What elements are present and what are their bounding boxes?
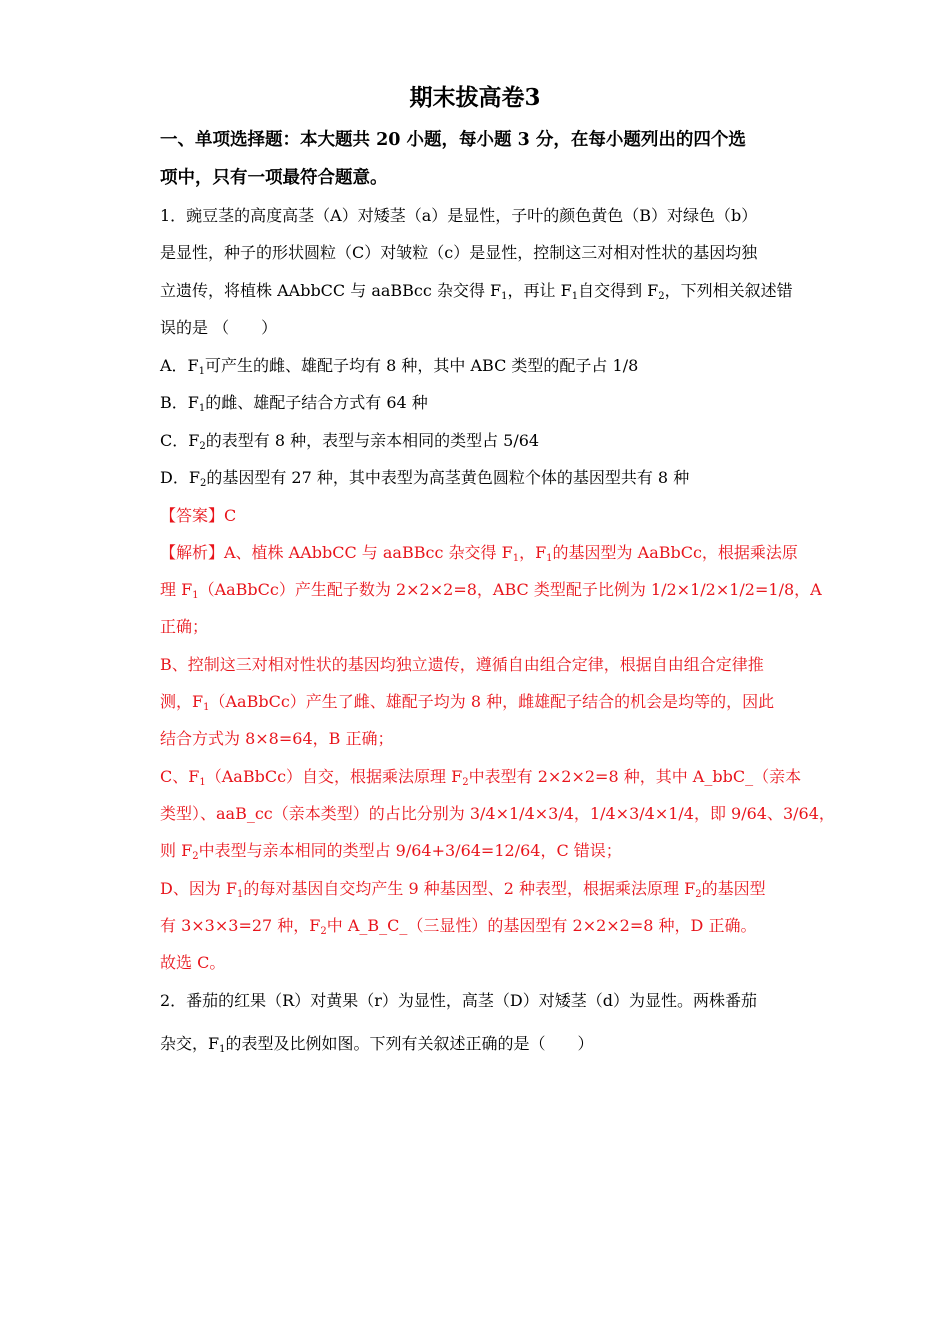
q1-explanation-line-7: C、$F_1(AaBbCc)$自交，根据乘法原理 $F_2$中表型有 2×2×2=8 种，其中 A_bbC_（亲本: [160, 767, 802, 788]
q1-explanation-line-3: 正确；: [160, 617, 209, 636]
q1-explanation-line-1: 【解析】A、植株 AAbbCC 与 aaBBcc 杂交得 $F_1$，$F_1$的基因型为 AaBbCc，根据乘法原: [160, 543, 798, 564]
q1-explanation-line-11: 有 3×3×3=27 种，$F_2$中 A_B_C_（三显性）的基因型有 2×2×2=8 种，D 正确。: [160, 916, 757, 937]
q1-explanation-line-4: B、控制这三对相对性状的基因均独立遗传，遵循自由组合定律，根据自由组合定律推: [160, 655, 764, 674]
q1-answer: 【答案】C: [160, 506, 237, 525]
section-heading-line-2: 项中，只有一项最符合题意。: [160, 168, 388, 188]
q1-stem-line-2: 是显性，种子的形状圆粒（C）对皱粒（c）是显性，控制这三对相对性状的基因均独: [160, 243, 758, 262]
q2-stem-line-1: 2．番茄的红果（R）对黄果（r）为显性，高茎（D）对矮茎（d）为显性。两株番茄: [160, 991, 757, 1010]
q1-explanation-line-5: 测，$F_1(AaBbCc)$产生了雌、雄配子均为 8 种，雌雄配子结合的机会是均等的，因此: [160, 692, 775, 713]
q1-explanation-line-9: 则 $F_2$中表型与亲本相同的类型占 9/64+3/64=12/64，C 错误；: [160, 841, 622, 862]
q1-explanation-line-12: 故选 C。: [160, 953, 226, 972]
q1-option-b: B．$F_1$的雌、雄配子结合方式有 64 种: [160, 393, 428, 414]
q1-explanation-line-6: 结合方式为 8×8=64，B 正确；: [160, 729, 394, 748]
q1-explanation-line-10: D、因为 $F_1$的每对基因自交均产生 9 种基因型、2 种表型，根据乘法原理 $F_2$的基因型: [160, 879, 766, 900]
q1-stem-line-4: 误的是 （ ）: [160, 318, 278, 337]
q1-explanation-line-8: 类型）、aaB_cc（亲本类型）的占比分别为 3/4×1/4×3/4，1/4×3/4×1/4，即 9/64、3/64，: [160, 804, 835, 823]
q1-option-a: A．$F_1$可产生的雌、雄配子均有 8 种，其中 ABC 类型的配子占 1/8: [160, 356, 639, 377]
q1-stem-line-3: 立遗传，将植株 AAbbCC 与 aaBBcc 杂交得 $F_1$，再让 $F_1$自交得到 $F_2$，下列相关叙述错: [160, 281, 793, 302]
q1-option-d: D．$F_2$的基因型有 27 种，其中表型为高茎黄色圆粒个体的基因型共有 8 种: [160, 468, 690, 489]
q2-stem-line-2: 杂交，$F_1$的表型及比例如图。下列有关叙述正确的是（ ）: [160, 1034, 594, 1055]
q1-option-c: C．$F_2$的表型有 8 种，表型与亲本相同的类型占 5/64: [160, 431, 540, 452]
section-heading-line-1: 一、单项选择题：本大题共 20 小题，每小题 3 分，在每小题列出的四个选: [160, 130, 746, 150]
q1-stem-line-1: 1．豌豆茎的高度高茎（A）对矮茎（a）是显性，子叶的颜色黄色（B）对绿色（b）: [160, 206, 758, 225]
page-title: 期末拔高卷3: [409, 84, 541, 111]
q1-explanation-line-2: 理 $F_1(AaBbCc)$产生配子数为 2×2×2=8，ABC 类型配子比例为 1/2×1/2×1/2=1/8，A: [160, 580, 822, 601]
